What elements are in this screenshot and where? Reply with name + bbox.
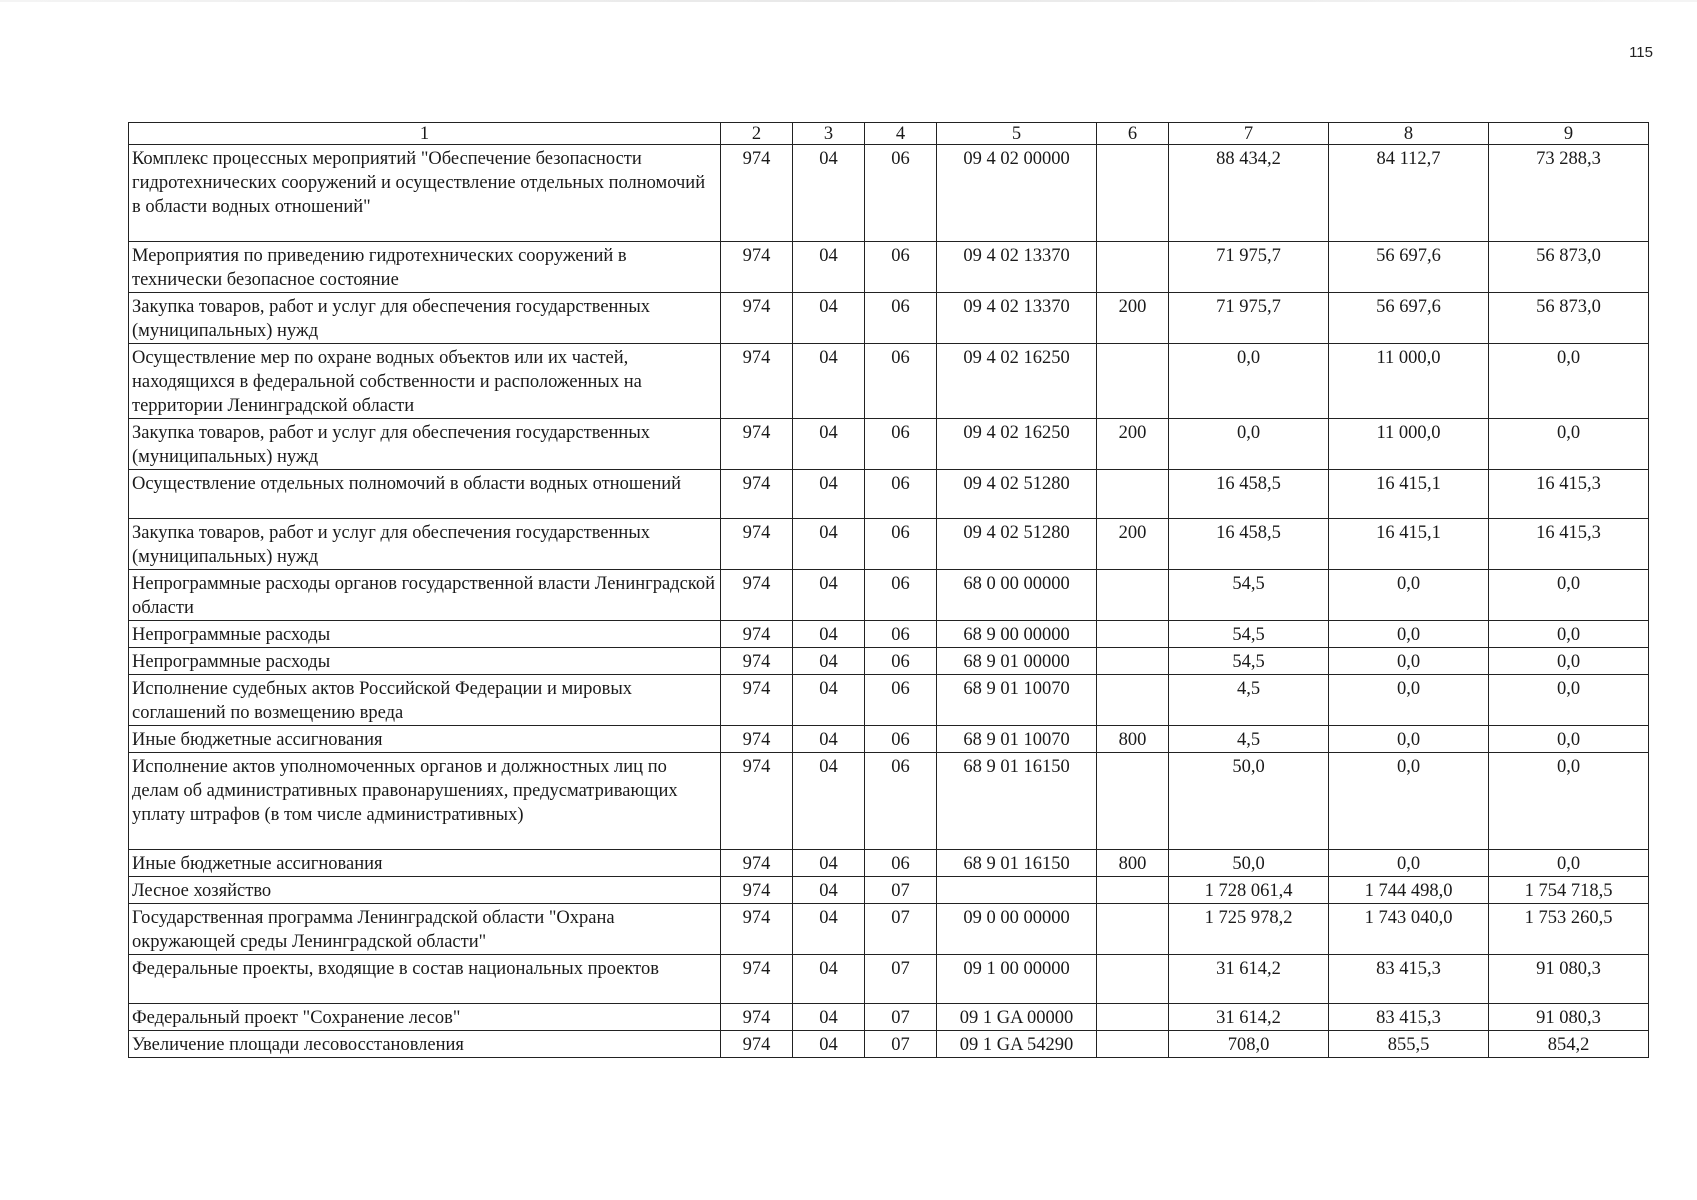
row-expense-type-cell: 200 — [1097, 519, 1169, 570]
row-section-cell: 04 — [793, 648, 865, 675]
table-row — [129, 1004, 1649, 1031]
budget-table-container — [128, 122, 1648, 1058]
row-subsection-cell: 06 — [865, 675, 937, 726]
row-target-article-cell: 09 4 02 16250 — [937, 419, 1097, 470]
row-name-cell: Закупка товаров, работ и услуг для обеспечения государственных (муниципальных) нужд — [129, 293, 721, 344]
row-name-cell: Непрограммные расходы — [129, 621, 721, 648]
row-amount-col7-cell: 1 725 978,2 — [1169, 904, 1329, 955]
row-expense-type-cell — [1097, 1031, 1169, 1058]
row-amount-col9-cell: 91 080,3 — [1489, 1004, 1649, 1031]
row-name-cell: Лесное хозяйство — [129, 877, 721, 904]
row-expense-type-cell: 200 — [1097, 293, 1169, 344]
row-amount-col7-cell: 16 458,5 — [1169, 519, 1329, 570]
table-body — [129, 145, 1649, 1058]
row-amount-col7-cell: 71 975,7 — [1169, 293, 1329, 344]
row-amount-col9-cell: 854,2 — [1489, 1031, 1649, 1058]
row-amount-col7-cell: 4,5 — [1169, 675, 1329, 726]
row-section-cell: 04 — [793, 621, 865, 648]
row-expense-type-cell — [1097, 753, 1169, 850]
row-amount-col7-cell: 50,0 — [1169, 850, 1329, 877]
row-section-cell: 04 — [793, 675, 865, 726]
row-section-cell: 04 — [793, 955, 865, 1004]
row-subsection-cell: 06 — [865, 293, 937, 344]
row-target-article-cell: 09 1 GA 54290 — [937, 1031, 1097, 1058]
row-amount-col8-cell: 1 743 040,0 — [1329, 904, 1489, 955]
column-header: 4 — [865, 123, 937, 145]
row-subsection-cell: 06 — [865, 621, 937, 648]
row-name-cell: Мероприятия по приведению гидротехнических сооружений в технически безопасное состояние — [129, 242, 721, 293]
row-amount-col7-cell: 88 434,2 — [1169, 145, 1329, 242]
row-target-article-cell: 68 9 01 10070 — [937, 726, 1097, 753]
row-amount-col9-cell: 0,0 — [1489, 344, 1649, 419]
row-admin-code-cell: 974 — [721, 344, 793, 419]
row-amount-col8-cell: 83 415,3 — [1329, 1004, 1489, 1031]
row-admin-code-cell: 974 — [721, 726, 793, 753]
row-target-article-cell: 09 4 02 13370 — [937, 293, 1097, 344]
row-amount-col8-cell: 0,0 — [1329, 726, 1489, 753]
column-header: 5 — [937, 123, 1097, 145]
row-admin-code-cell: 974 — [721, 877, 793, 904]
row-subsection-cell: 06 — [865, 419, 937, 470]
row-target-article-cell — [937, 877, 1097, 904]
row-amount-col7-cell: 31 614,2 — [1169, 1004, 1329, 1031]
row-section-cell: 04 — [793, 753, 865, 850]
row-admin-code-cell: 974 — [721, 904, 793, 955]
row-name-cell: Исполнение актов уполномоченных органов и должностных лиц по делам об административных правонарушениях, предусматривающих уплату штрафов (в том числе административных) — [129, 753, 721, 850]
column-header: 3 — [793, 123, 865, 145]
column-header: 8 — [1329, 123, 1489, 145]
table-row — [129, 419, 1649, 470]
row-admin-code-cell: 974 — [721, 519, 793, 570]
row-name-cell: Закупка товаров, работ и услуг для обеспечения государственных (муниципальных) нужд — [129, 519, 721, 570]
row-name-cell: Комплекс процессных мероприятий "Обеспечение безопасности гидротехнических сооружений и осуществление отдельных полномочий в области водных отношений" — [129, 145, 721, 242]
row-expense-type-cell — [1097, 242, 1169, 293]
row-name-cell: Увеличение площади лесовосстановления — [129, 1031, 721, 1058]
budget-table — [128, 122, 1649, 1058]
row-amount-col8-cell: 16 415,1 — [1329, 470, 1489, 519]
row-amount-col8-cell: 56 697,6 — [1329, 242, 1489, 293]
row-amount-col8-cell: 83 415,3 — [1329, 955, 1489, 1004]
row-amount-col7-cell: 1 728 061,4 — [1169, 877, 1329, 904]
row-target-article-cell: 68 9 01 00000 — [937, 648, 1097, 675]
table-row — [129, 955, 1649, 1004]
row-amount-col7-cell: 50,0 — [1169, 753, 1329, 850]
row-expense-type-cell — [1097, 675, 1169, 726]
row-amount-col8-cell: 84 112,7 — [1329, 145, 1489, 242]
row-subsection-cell: 07 — [865, 1004, 937, 1031]
row-subsection-cell: 07 — [865, 904, 937, 955]
row-expense-type-cell: 200 — [1097, 419, 1169, 470]
row-amount-col8-cell: 0,0 — [1329, 648, 1489, 675]
row-target-article-cell: 09 4 02 16250 — [937, 344, 1097, 419]
row-admin-code-cell: 974 — [721, 145, 793, 242]
row-target-article-cell: 09 1 00 00000 — [937, 955, 1097, 1004]
row-name-cell: Осуществление отдельных полномочий в области водных отношений — [129, 470, 721, 519]
table-row — [129, 519, 1649, 570]
row-amount-col9-cell: 56 873,0 — [1489, 242, 1649, 293]
row-admin-code-cell: 974 — [721, 621, 793, 648]
page-number: 115 — [1629, 44, 1653, 61]
column-header: 7 — [1169, 123, 1329, 145]
row-section-cell: 04 — [793, 1031, 865, 1058]
row-amount-col9-cell: 1 754 718,5 — [1489, 877, 1649, 904]
row-admin-code-cell: 974 — [721, 648, 793, 675]
row-amount-col7-cell: 0,0 — [1169, 344, 1329, 419]
table-row — [129, 621, 1649, 648]
row-name-cell: Иные бюджетные ассигнования — [129, 726, 721, 753]
row-subsection-cell: 06 — [865, 519, 937, 570]
row-amount-col9-cell: 0,0 — [1489, 648, 1649, 675]
row-subsection-cell: 06 — [865, 648, 937, 675]
table-row — [129, 726, 1649, 753]
row-amount-col8-cell: 0,0 — [1329, 850, 1489, 877]
row-name-cell: Федеральный проект "Сохранение лесов" — [129, 1004, 721, 1031]
row-amount-col7-cell: 71 975,7 — [1169, 242, 1329, 293]
table-row — [129, 1031, 1649, 1058]
table-row — [129, 145, 1649, 242]
table-row — [129, 753, 1649, 850]
row-admin-code-cell: 974 — [721, 1031, 793, 1058]
row-expense-type-cell — [1097, 648, 1169, 675]
row-amount-col8-cell: 0,0 — [1329, 753, 1489, 850]
row-amount-col8-cell: 0,0 — [1329, 675, 1489, 726]
row-name-cell: Осуществление мер по охране водных объектов или их частей, находящихся в федеральной собственности и расположенных на территории Ленинградской области — [129, 344, 721, 419]
row-amount-col9-cell: 91 080,3 — [1489, 955, 1649, 1004]
table-row — [129, 904, 1649, 955]
row-section-cell: 04 — [793, 293, 865, 344]
row-target-article-cell: 68 0 00 00000 — [937, 570, 1097, 621]
row-subsection-cell: 06 — [865, 753, 937, 850]
row-target-article-cell: 09 4 02 51280 — [937, 470, 1097, 519]
row-amount-col7-cell: 54,5 — [1169, 621, 1329, 648]
row-target-article-cell: 09 4 02 13370 — [937, 242, 1097, 293]
row-amount-col8-cell: 56 697,6 — [1329, 293, 1489, 344]
column-header: 2 — [721, 123, 793, 145]
row-amount-col8-cell: 16 415,1 — [1329, 519, 1489, 570]
row-amount-col8-cell: 11 000,0 — [1329, 344, 1489, 419]
row-amount-col7-cell: 31 614,2 — [1169, 955, 1329, 1004]
row-amount-col9-cell: 0,0 — [1489, 753, 1649, 850]
column-header: 1 — [129, 123, 721, 145]
row-name-cell: Закупка товаров, работ и услуг для обеспечения государственных (муниципальных) нужд — [129, 419, 721, 470]
row-expense-type-cell — [1097, 344, 1169, 419]
row-admin-code-cell: 974 — [721, 470, 793, 519]
scan-edge — [0, 0, 1697, 2]
row-amount-col9-cell: 0,0 — [1489, 570, 1649, 621]
table-row — [129, 293, 1649, 344]
row-amount-col9-cell: 56 873,0 — [1489, 293, 1649, 344]
row-expense-type-cell — [1097, 1004, 1169, 1031]
row-subsection-cell: 06 — [865, 242, 937, 293]
row-amount-col8-cell: 855,5 — [1329, 1031, 1489, 1058]
table-row — [129, 648, 1649, 675]
row-expense-type-cell — [1097, 621, 1169, 648]
row-section-cell: 04 — [793, 242, 865, 293]
row-subsection-cell: 06 — [865, 470, 937, 519]
row-section-cell: 04 — [793, 904, 865, 955]
row-expense-type-cell — [1097, 955, 1169, 1004]
row-admin-code-cell: 974 — [721, 753, 793, 850]
row-name-cell: Непрограммные расходы органов государственной власти Ленинградской области — [129, 570, 721, 621]
row-section-cell: 04 — [793, 344, 865, 419]
row-amount-col7-cell: 54,5 — [1169, 648, 1329, 675]
row-admin-code-cell: 974 — [721, 242, 793, 293]
row-subsection-cell: 06 — [865, 726, 937, 753]
row-target-article-cell: 09 0 00 00000 — [937, 904, 1097, 955]
row-amount-col9-cell: 0,0 — [1489, 726, 1649, 753]
table-row — [129, 344, 1649, 419]
row-section-cell: 04 — [793, 877, 865, 904]
row-admin-code-cell: 974 — [721, 419, 793, 470]
row-section-cell: 04 — [793, 145, 865, 242]
row-amount-col8-cell: 1 744 498,0 — [1329, 877, 1489, 904]
row-target-article-cell: 09 4 02 00000 — [937, 145, 1097, 242]
row-admin-code-cell: 974 — [721, 675, 793, 726]
row-section-cell: 04 — [793, 850, 865, 877]
row-admin-code-cell: 974 — [721, 955, 793, 1004]
row-amount-col7-cell: 708,0 — [1169, 1031, 1329, 1058]
row-amount-col9-cell: 16 415,3 — [1489, 519, 1649, 570]
row-subsection-cell: 06 — [865, 344, 937, 419]
row-amount-col8-cell: 0,0 — [1329, 570, 1489, 621]
row-amount-col9-cell: 0,0 — [1489, 675, 1649, 726]
table-row — [129, 242, 1649, 293]
row-subsection-cell: 07 — [865, 877, 937, 904]
row-amount-col7-cell: 54,5 — [1169, 570, 1329, 621]
column-header: 9 — [1489, 123, 1649, 145]
row-name-cell: Государственная программа Ленинградской области "Охрана окружающей среды Ленинградской области" — [129, 904, 721, 955]
row-amount-col9-cell: 0,0 — [1489, 621, 1649, 648]
row-subsection-cell: 06 — [865, 145, 937, 242]
row-subsection-cell: 07 — [865, 955, 937, 1004]
row-admin-code-cell: 974 — [721, 293, 793, 344]
row-admin-code-cell: 974 — [721, 1004, 793, 1031]
row-expense-type-cell: 800 — [1097, 726, 1169, 753]
row-amount-col9-cell: 1 753 260,5 — [1489, 904, 1649, 955]
row-amount-col9-cell: 0,0 — [1489, 850, 1649, 877]
row-admin-code-cell: 974 — [721, 850, 793, 877]
table-row — [129, 877, 1649, 904]
table-row — [129, 850, 1649, 877]
row-expense-type-cell — [1097, 904, 1169, 955]
row-name-cell: Непрограммные расходы — [129, 648, 721, 675]
row-amount-col9-cell: 73 288,3 — [1489, 145, 1649, 242]
row-amount-col9-cell: 0,0 — [1489, 419, 1649, 470]
row-name-cell: Федеральные проекты, входящие в состав национальных проектов — [129, 955, 721, 1004]
table-row — [129, 570, 1649, 621]
row-section-cell: 04 — [793, 419, 865, 470]
row-section-cell: 04 — [793, 470, 865, 519]
row-section-cell: 04 — [793, 1004, 865, 1031]
row-amount-col7-cell: 16 458,5 — [1169, 470, 1329, 519]
column-header: 6 — [1097, 123, 1169, 145]
row-target-article-cell: 68 9 01 10070 — [937, 675, 1097, 726]
row-section-cell: 04 — [793, 570, 865, 621]
row-amount-col9-cell: 16 415,3 — [1489, 470, 1649, 519]
row-section-cell: 04 — [793, 519, 865, 570]
row-amount-col8-cell: 11 000,0 — [1329, 419, 1489, 470]
table-header-row — [129, 123, 1649, 145]
row-expense-type-cell — [1097, 877, 1169, 904]
row-name-cell: Иные бюджетные ассигнования — [129, 850, 721, 877]
row-expense-type-cell: 800 — [1097, 850, 1169, 877]
row-expense-type-cell — [1097, 570, 1169, 621]
row-target-article-cell: 09 4 02 51280 — [937, 519, 1097, 570]
table-row — [129, 470, 1649, 519]
row-target-article-cell: 68 9 01 16150 — [937, 753, 1097, 850]
row-amount-col7-cell: 0,0 — [1169, 419, 1329, 470]
row-subsection-cell: 06 — [865, 850, 937, 877]
row-subsection-cell: 06 — [865, 570, 937, 621]
row-target-article-cell: 68 9 00 00000 — [937, 621, 1097, 648]
row-amount-col8-cell: 0,0 — [1329, 621, 1489, 648]
row-target-article-cell: 09 1 GA 00000 — [937, 1004, 1097, 1031]
row-subsection-cell: 07 — [865, 1031, 937, 1058]
row-name-cell: Исполнение судебных актов Российской Федерации и мировых соглашений по возмещению вреда — [129, 675, 721, 726]
row-expense-type-cell — [1097, 145, 1169, 242]
row-amount-col7-cell: 4,5 — [1169, 726, 1329, 753]
row-target-article-cell: 68 9 01 16150 — [937, 850, 1097, 877]
row-admin-code-cell: 974 — [721, 570, 793, 621]
table-row — [129, 675, 1649, 726]
row-section-cell: 04 — [793, 726, 865, 753]
row-expense-type-cell — [1097, 470, 1169, 519]
